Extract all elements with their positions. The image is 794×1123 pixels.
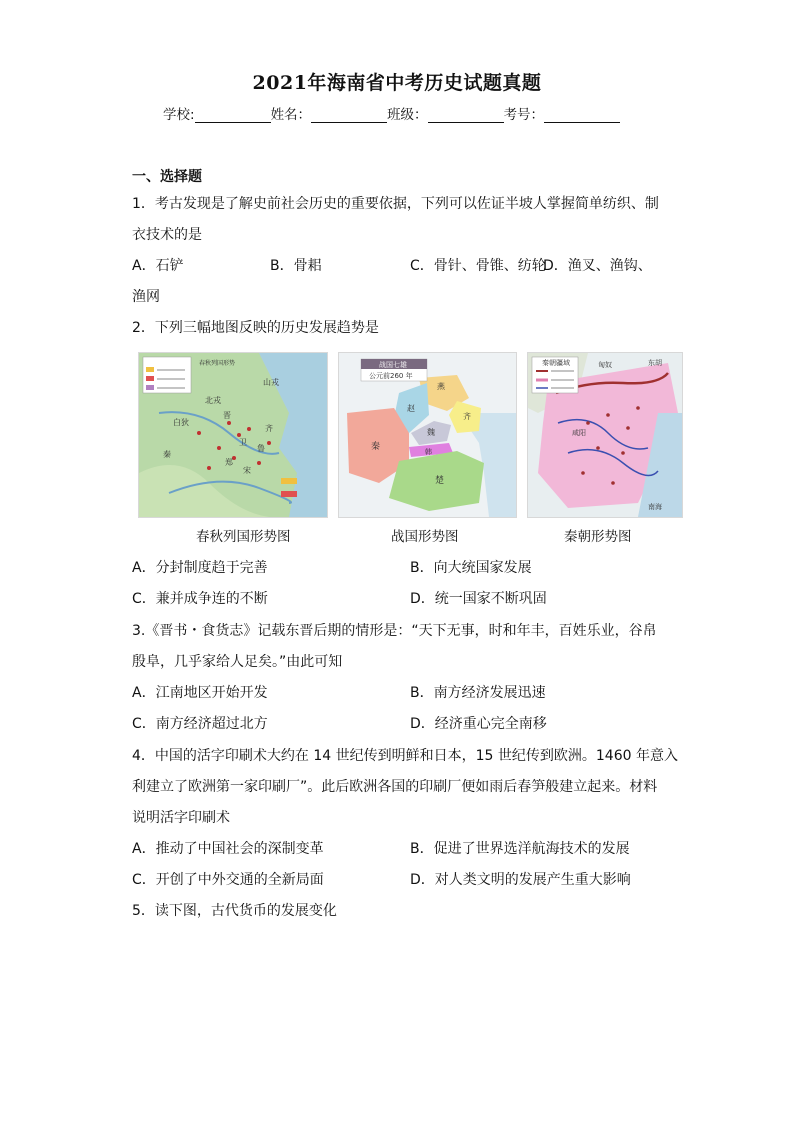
- q3-option-c[interactable]: C．南方经济超过北方: [132, 716, 268, 732]
- map3-header: 秦朝疆域: [542, 359, 570, 367]
- q1-option-d-continued: 渔网: [132, 289, 160, 305]
- map1-label-1: 北戎: [205, 396, 221, 405]
- map3-label-0: 匈奴: [598, 361, 612, 369]
- q4-stem-line3: 说明活字印刷术: [132, 810, 230, 826]
- school-label: 学校:: [163, 107, 195, 123]
- map1-header: 春秋列国形势: [199, 360, 236, 367]
- q4-option-d[interactable]: D．对人类文明的发展产生重大影响: [410, 872, 631, 888]
- name-label: 姓名：: [270, 107, 312, 123]
- map-spring-autumn: [138, 352, 328, 518]
- q3-stem-line1: 3.《晋书・食货志》记载东晋后期的情形是：“天下无事，时和年丰，百姓乐业，谷帛: [132, 623, 657, 639]
- map1-label-5: 鲁: [257, 444, 265, 453]
- q2-option-d[interactable]: D．统一国家不断巩固: [410, 591, 547, 607]
- exam-no-blank[interactable]: [544, 107, 620, 123]
- map2-header-line1: 战国七雄: [379, 361, 407, 369]
- q4-option-a[interactable]: A．推动了中国社会的深制变革: [132, 841, 324, 857]
- q3-option-a[interactable]: A．江南地区开始开发: [132, 685, 268, 701]
- class-label: 班级：: [387, 107, 428, 123]
- section-heading: 一、选择题: [132, 169, 202, 185]
- school-blank[interactable]: [195, 107, 271, 123]
- q1-option-c[interactable]: C．骨针、骨锥、纺轮: [410, 258, 546, 274]
- q1-stem-line2: 衣技术的是: [132, 227, 202, 243]
- map1-label-9: 秦: [163, 450, 171, 459]
- q5-stem: 5．读下图，古代货币的发展变化: [132, 903, 337, 919]
- q2-option-b[interactable]: B．向大统国家发展: [410, 560, 532, 576]
- map1-label-7: 宋: [243, 466, 251, 475]
- map3-label-2: 咸阳: [572, 429, 586, 437]
- map1-label-8: 卫: [239, 438, 247, 447]
- q4-option-c[interactable]: C．开创了中外交通的全新局面: [132, 872, 324, 888]
- map1-label-3: 晋: [223, 411, 231, 420]
- map1-label-2: 白狄: [173, 418, 189, 427]
- q3-option-d[interactable]: D．经济重心完全南移: [410, 716, 547, 732]
- q3-option-b[interactable]: B．南方经济发展迅速: [410, 685, 546, 701]
- map2-label-4: 韩: [425, 448, 432, 456]
- map-caption-qin: 秦朝形势图: [564, 529, 632, 545]
- map-qin-dynasty: [527, 352, 683, 518]
- q3-stem-line2: 殷阜，几乎家给人足矣。”由此可知: [132, 654, 343, 670]
- page-title: 2021年海南省中考历史试题真题: [252, 72, 542, 94]
- q4-stem-line1: 4．中国的活字印刷术大约在 14 世纪传到明鲜和日本，15 世纪传到欧洲。1460 年意入: [132, 748, 678, 764]
- map2-header-line2: 公元前260 年: [369, 372, 413, 380]
- map3-label-3: 南海: [648, 503, 662, 511]
- q1-option-a[interactable]: A．石铲: [132, 258, 184, 274]
- map2-label-2: 齐: [463, 412, 471, 421]
- q1-option-d[interactable]: D．渔叉、渔钩、: [543, 258, 652, 274]
- map3-label-1: 东胡: [648, 359, 662, 367]
- q2-option-a[interactable]: A．分封制度趋于完善: [132, 560, 268, 576]
- map2-label-0: 燕: [437, 382, 445, 391]
- map1-label-4: 齐: [265, 424, 273, 433]
- map2-label-1: 赵: [407, 404, 415, 413]
- map1-label-6: 郑: [225, 458, 233, 467]
- q2-option-c[interactable]: C．兼并成争连的不断: [132, 591, 268, 607]
- map-caption-spring-autumn: 春秋列国形势图: [196, 529, 291, 545]
- map1-label-0: 山戎: [263, 378, 279, 387]
- map2-label-3: 魏: [427, 428, 435, 437]
- q4-stem-line2: 利建立了欧洲第一家印刷厂”。此后欧洲各国的印刷厂便如雨后春笋般建立起来。材料: [132, 779, 658, 795]
- map-caption-warring-states: 战国形势图: [391, 529, 459, 545]
- student-info-row: [163, 103, 620, 123]
- q1-stem-line1: 1．考古发现是了解史前社会历史的重要依据，下列可以佐证半坡人掌握简单纺织、制: [132, 196, 659, 212]
- q1-option-b[interactable]: B．骨耜: [270, 258, 322, 274]
- map2-label-5: 秦: [371, 442, 381, 452]
- q4-option-b[interactable]: B．促进了世界选洋航海技术的发展: [410, 841, 630, 857]
- q2-stem: 2．下列三幅地图反映的历史发展趋势是: [132, 320, 379, 336]
- map-warring-states: [338, 352, 517, 518]
- exam-no-label: 考号：: [503, 107, 545, 123]
- class-blank[interactable]: [428, 107, 504, 123]
- name-blank[interactable]: [311, 107, 387, 123]
- map2-label-6: 楚: [435, 476, 445, 486]
